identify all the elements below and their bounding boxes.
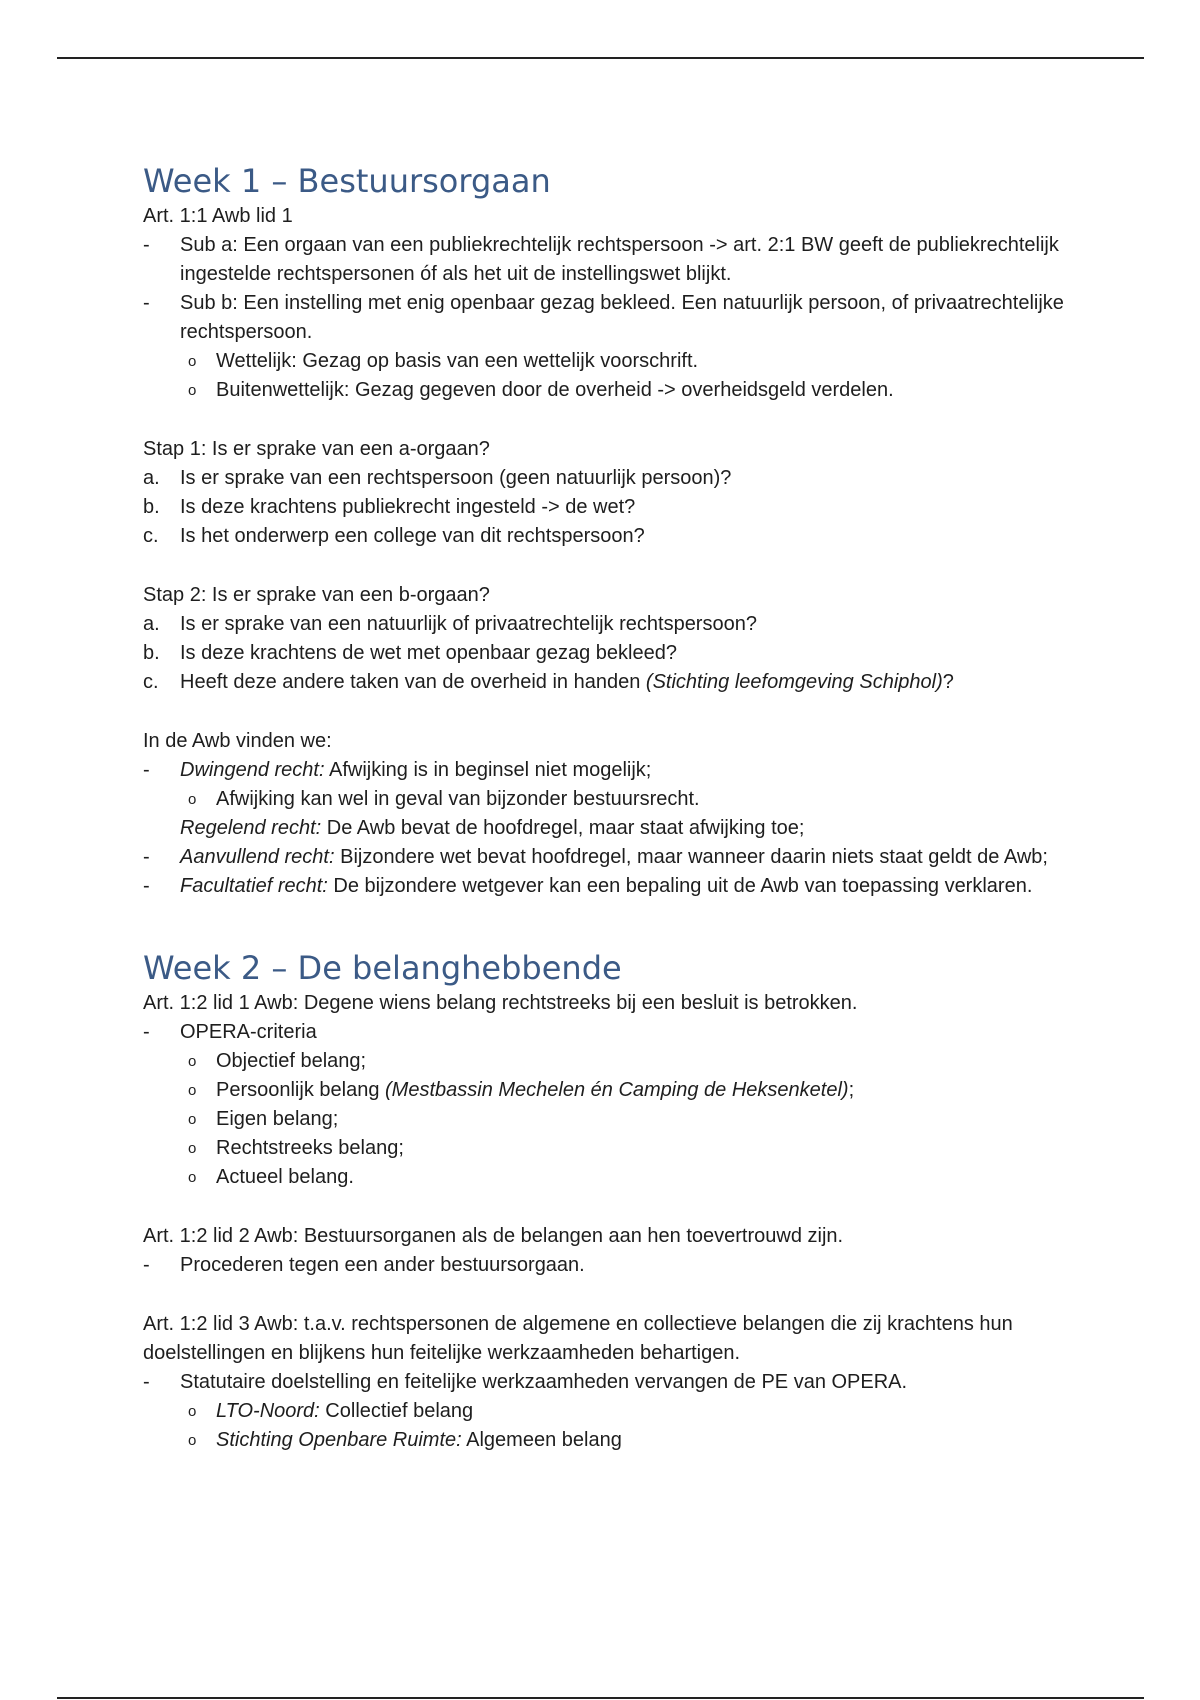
page-header-rule [57, 57, 1144, 59]
list-item-text: Is er sprake van een rechtspersoon (geen natuurlijk persoon)? [180, 467, 732, 489]
sub-b-text: Sub b: Een instelling met enig openbaar gezag bekleed. Een natuurlijk persoon, of privaatrechtelijke rechtspersoon. [180, 292, 1064, 343]
circle-bullet-icon: o [188, 1432, 197, 1449]
belang-type: Collectief belang [319, 1400, 474, 1422]
list-item-aanvullend [143, 843, 1083, 872]
dash-marker: - [143, 875, 150, 897]
dash-marker: - [143, 234, 150, 256]
list-item-statutaire [143, 1368, 1083, 1397]
art-1-2-lid-2: Art. 1:2 lid 2 Awb: Bestuursorganen als de belangen aan hen toevertrouwd zijn. [143, 1225, 844, 1247]
definition-text: Bijzondere wet bevat hoofdregel, maar wanneer daarin niets staat geldt de Awb; [334, 846, 1048, 868]
case-stichting-openbare-ruimte: Stichting Openbare Ruimte: [216, 1429, 462, 1451]
heading-week-2: Week 2 – De belanghebbende [143, 949, 622, 987]
opera-item-rechtstreeks [143, 1134, 1083, 1163]
criterion-end: ; [848, 1079, 855, 1101]
stichting-text [216, 1426, 1083, 1455]
list-subitem-wettelijk [143, 347, 1083, 376]
buitenwettelijk-text: Buitenwettelijk: Gezag gegeven door de overheid -> overheidsgeld verdelen. [216, 379, 894, 401]
circle-bullet-icon: o [188, 382, 197, 399]
list-item-text: Is deze krachtens publiekrecht ingesteld -> de wet? [180, 496, 636, 518]
opera-item-objectief [143, 1047, 1083, 1076]
list-subitem-stichting [143, 1426, 1083, 1455]
list-subitem-buitenwettelijk [143, 376, 1083, 405]
opera-criterion [216, 1076, 1083, 1105]
dash-marker: - [143, 1254, 150, 1276]
list-item-procederen [143, 1251, 1083, 1280]
heading-week-1: Week 1 – Bestuursorgaan [143, 162, 551, 200]
opera-item-actueel [143, 1163, 1083, 1192]
stap-1-item-b [143, 493, 1083, 522]
list-marker: c. [143, 671, 159, 693]
term-regelend: Regelend recht: [180, 817, 322, 839]
stap-1-item-c [143, 522, 1083, 551]
spacer [143, 1280, 1083, 1310]
list-item-text: Is het onderwerp een college van dit rechtspersoon? [180, 525, 645, 547]
stap-2-title: Stap 2: Is er sprake van een b-orgaan? [143, 584, 490, 606]
criterion-text: Persoonlijk belang [216, 1079, 385, 1101]
dash-marker: - [143, 1021, 150, 1043]
list-item-text [180, 668, 1083, 697]
definition-text: Afwijking is in beginsel niet mogelijk; [324, 759, 652, 781]
stap-2-item-c [143, 668, 1083, 697]
definition-text: De bijzondere wetgever kan een bepaling uit de Awb van toepassing verklaren. [327, 875, 1033, 897]
definition-text: De Awb bevat de hoofdregel, maar staat afwijking toe; [321, 817, 805, 839]
term-dwingend: Dwingend recht: [180, 759, 325, 781]
list-item-sub-a [143, 231, 1083, 289]
list-item-dwingend [143, 756, 1083, 785]
aanvullend-text [180, 843, 1083, 872]
dwingend-text [180, 756, 1083, 785]
circle-bullet-icon: o [188, 1403, 197, 1420]
opera-text: OPERA-criteria [180, 1021, 317, 1043]
list-marker: a. [143, 467, 160, 489]
list-item-text: Is deze krachtens de wet met openbaar gezag bekleed? [180, 642, 677, 664]
page-footer-rule [57, 1697, 1144, 1699]
list-item-text: Is er sprake van een natuurlijk of privaatrechtelijk rechtspersoon? [180, 613, 757, 635]
opera-item-eigen [143, 1105, 1083, 1134]
list-marker: a. [143, 613, 160, 635]
list-marker: b. [143, 642, 160, 664]
list-subitem-afwijking [143, 785, 1083, 814]
art-1-2-lid-1: Art. 1:2 lid 1 Awb: Degene wiens belang rechtstreeks bij een besluit is betrokken. [143, 992, 858, 1014]
dash-marker: - [143, 759, 150, 781]
stap-2-item-a [143, 610, 1083, 639]
art-1-2-lid-3: Art. 1:2 lid 3 Awb: t.a.v. rechtspersonen de algemene en collectieve belangen die zij krachtens hun doelstellingen en blijkens hun feitelijke werkzaamheden behartigen. [143, 1313, 1013, 1364]
opera-criterion: Rechtstreeks belang; [216, 1137, 404, 1159]
opera-criterion: Actueel belang. [216, 1166, 354, 1188]
art-1-1-title: Art. 1:1 Awb lid 1 [143, 205, 293, 227]
circle-bullet-icon: o [188, 1169, 197, 1186]
item-c-text: Heeft deze andere taken van de overheid in handen [180, 671, 646, 693]
term-aanvullend: Aanvullend recht: [180, 846, 335, 868]
awb-title: In de Awb vinden we: [143, 730, 332, 752]
regelend-line [143, 814, 1083, 843]
circle-bullet-icon: o [188, 1053, 197, 1070]
spacer [143, 405, 1083, 435]
dash-marker: - [143, 846, 150, 868]
spacer [143, 551, 1083, 581]
wettelijk-text: Wettelijk: Gezag op basis van een wettelijk voorschrift. [216, 350, 699, 372]
case-reference: (Stichting leefomgeving Schiphol) [645, 671, 943, 693]
spacer [143, 1192, 1083, 1222]
procederen-text: Procederen tegen een ander bestuursorgaan. [180, 1254, 585, 1276]
circle-bullet-icon: o [188, 1111, 197, 1128]
sub-a-text: Sub a: Een orgaan van een publiekrechtelijk rechtspersoon -> art. 2:1 BW geeft de publiekrechtelijk ingestelde rechtspersonen óf als het uit de instellingswet blijkt. [180, 234, 1059, 285]
term-facultatief: Facultatief recht: [180, 875, 328, 897]
opera-criterion: Eigen belang; [216, 1108, 339, 1130]
list-item-sub-b [143, 289, 1083, 347]
stap-1-title: Stap 1: Is er sprake van een a-orgaan? [143, 438, 490, 460]
afwijking-text: Afwijking kan wel in geval van bijzonder bestuursrecht. [216, 788, 700, 810]
list-marker: b. [143, 496, 160, 518]
stap-2-item-b [143, 639, 1083, 668]
list-subitem-lto [143, 1397, 1083, 1426]
circle-bullet-icon: o [188, 1140, 197, 1157]
list-item-opera [143, 1018, 1083, 1047]
item-c-end: ? [942, 671, 954, 693]
facultatief-text [180, 872, 1083, 901]
lto-text [216, 1397, 1083, 1426]
circle-bullet-icon: o [188, 1082, 197, 1099]
opera-criterion: Objectief belang; [216, 1050, 367, 1072]
document-body [143, 160, 1083, 1455]
statutaire-text: Statutaire doelstelling en feitelijke werkzaamheden vervangen de PE van OPERA. [180, 1371, 908, 1393]
list-item-facultatief [143, 872, 1083, 901]
spacer [143, 901, 1083, 947]
opera-item-persoonlijk [143, 1076, 1083, 1105]
circle-bullet-icon: o [188, 791, 197, 808]
belang-type: Algemeen belang [461, 1429, 622, 1451]
dash-marker: - [143, 1371, 150, 1393]
circle-bullet-icon: o [188, 353, 197, 370]
spacer [143, 697, 1083, 727]
stap-1-item-a [143, 464, 1083, 493]
list-marker: c. [143, 525, 159, 547]
dash-marker: - [143, 292, 150, 314]
case-lto-noord: LTO-Noord: [216, 1400, 320, 1422]
case-reference: (Mestbassin Mechelen én Camping de Heksenketel) [385, 1079, 849, 1101]
